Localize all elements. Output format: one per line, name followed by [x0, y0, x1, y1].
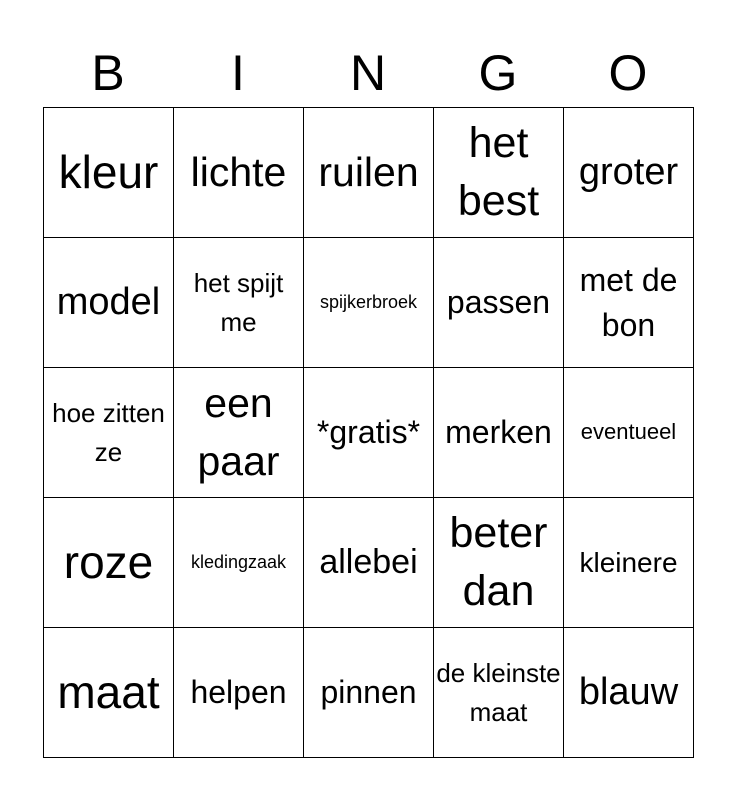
bingo-cell-r1-c1[interactable] — [44, 108, 174, 238]
cell-label: helpen — [190, 674, 287, 711]
header-letter-g: G — [478, 45, 518, 101]
cell-label: het spijt me — [193, 267, 284, 337]
bingo-cell-r2-c1[interactable] — [44, 238, 174, 368]
bingo-cell-r1-c4[interactable] — [434, 108, 564, 238]
cell-label: maat — [57, 665, 160, 718]
cell-label: een paar — [197, 380, 280, 484]
cell-label: ruilen — [318, 148, 419, 195]
cell-label: spijkerbroek — [319, 291, 418, 312]
bingo-cell-r2-c3[interactable] — [304, 238, 434, 368]
header-letter-o: O — [608, 45, 648, 101]
bingo-cell-r5-c5[interactable] — [564, 628, 694, 758]
bingo-cell-r4-c3[interactable] — [304, 498, 434, 628]
bingo-cell-r5-c2[interactable] — [174, 628, 304, 758]
cell-label: hoe zitten ze — [52, 397, 165, 467]
bingo-cell-r4-c4[interactable] — [434, 498, 564, 628]
bingo-cell-r2-c2[interactable] — [174, 238, 304, 368]
cell-label: kleinere — [579, 546, 678, 578]
bingo-cell-r1-c3[interactable] — [304, 108, 434, 238]
header-letter-b: B — [91, 45, 125, 101]
bingo-cell-r5-c1[interactable] — [44, 628, 174, 758]
bingo-cell-r5-c3[interactable] — [304, 628, 434, 758]
cell-label: allebei — [319, 543, 418, 582]
bingo-cell-r1-c5[interactable] — [564, 108, 694, 238]
bingo-cell-r3-c4[interactable] — [434, 368, 564, 498]
bingo-cell-r4-c2[interactable] — [174, 498, 304, 628]
bingo-cell-r3-c3[interactable] — [304, 368, 434, 498]
cell-label: model — [56, 280, 161, 323]
cell-label: pinnen — [320, 674, 417, 711]
cell-label: kleur — [58, 145, 159, 198]
cell-label: met de bon — [579, 262, 678, 343]
cell-label: de kleinste maat — [436, 657, 561, 727]
bingo-cell-r4-c1[interactable] — [44, 498, 174, 628]
bingo-board — [43, 107, 694, 758]
bingo-cell-r4-c5[interactable] — [564, 498, 694, 628]
cell-label: het best — [457, 118, 540, 225]
cell-label: blauw — [578, 670, 679, 713]
bingo-cell-r1-c2[interactable] — [174, 108, 304, 238]
header-letter-n: N — [349, 45, 387, 101]
bingo-cell-r2-c5[interactable] — [564, 238, 694, 368]
bingo-cell-r2-c4[interactable] — [434, 238, 564, 368]
cell-label: lichte — [190, 148, 287, 195]
header-letter-i: I — [231, 45, 245, 101]
bingo-cell-r5-c4[interactable] — [434, 628, 564, 758]
bingo-cell-r3-c5[interactable] — [564, 368, 694, 498]
cell-label: merken — [445, 414, 552, 451]
cell-label: eventueel — [580, 419, 677, 445]
bingo-cell-r3-c2[interactable] — [174, 368, 304, 498]
cell-label: passen — [446, 284, 551, 321]
cell-label: *gratis* — [316, 414, 421, 451]
cell-label: groter — [578, 150, 679, 193]
cell-label: roze — [63, 535, 154, 588]
cell-label: kledingzaak — [190, 551, 287, 572]
bingo-cell-r3-c1[interactable] — [44, 368, 174, 498]
bingo-header — [43, 38, 693, 108]
cell-label: beter dan — [449, 508, 548, 615]
